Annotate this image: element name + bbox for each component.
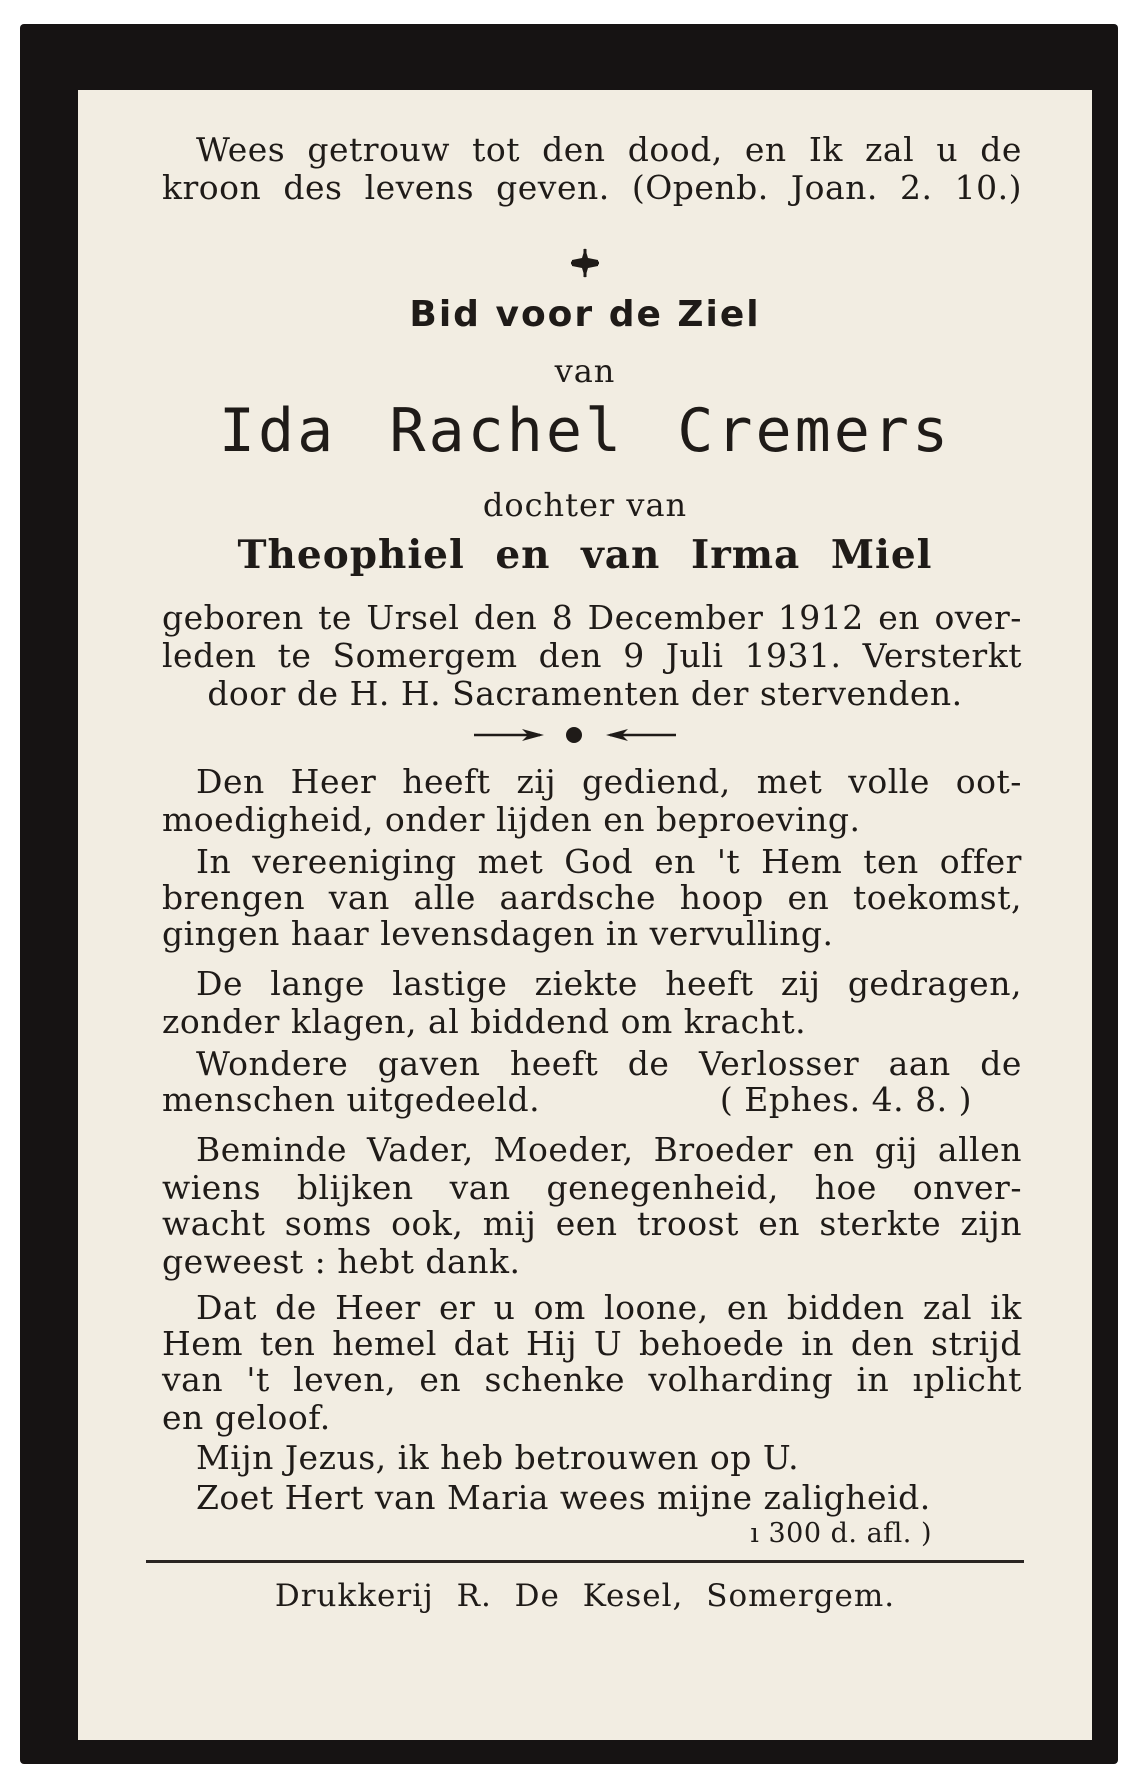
word: den <box>542 130 606 169</box>
word: Wees <box>196 130 286 169</box>
deceased-name: Ida Rachel Cremers <box>218 396 952 466</box>
word: gediend, <box>582 762 731 801</box>
word: 't <box>246 1360 270 1399</box>
word: bidden <box>786 1288 905 1327</box>
card-paper <box>78 90 1092 1740</box>
word: De <box>196 964 243 1003</box>
word: en <box>787 878 830 917</box>
word: te <box>318 598 352 637</box>
word: Vader, <box>366 1130 474 1169</box>
word: met <box>756 762 823 801</box>
word: Somergem <box>332 636 518 675</box>
word: Hij <box>526 1324 578 1363</box>
word: een <box>555 1204 618 1243</box>
p3-line-1 <box>196 964 1022 1004</box>
word: van <box>328 878 390 917</box>
word: des <box>283 168 343 207</box>
p1-line-1 <box>196 762 1022 802</box>
word: de <box>627 1044 670 1083</box>
word: heeft <box>665 964 754 1003</box>
word: Dat <box>196 1288 257 1327</box>
word: 1912 <box>777 598 864 637</box>
word: Hem <box>162 1324 244 1363</box>
word: hemel <box>332 1324 437 1363</box>
word: over- <box>934 598 1022 637</box>
word: ( Ephes. 4. 8. ) <box>719 1080 972 1119</box>
daughter-of-label: dochter van <box>482 486 688 524</box>
word: en <box>419 1360 462 1399</box>
word: vereeniging <box>252 842 457 881</box>
word: Ik <box>808 130 843 169</box>
word: leven, <box>293 1360 397 1399</box>
word: In <box>196 842 232 881</box>
word: volle <box>848 762 930 801</box>
indulgence-note: ı 300 d. afl. ) <box>750 1518 932 1549</box>
p1-line-2: moedigheid, onder lijden en beproeving. <box>162 800 861 839</box>
word: zal <box>865 130 915 169</box>
epigraph-line-1 <box>196 130 1022 170</box>
word: en <box>726 1288 769 1327</box>
word: 2. <box>900 168 933 207</box>
bio-line-2 <box>162 636 1022 676</box>
word: den <box>850 1324 915 1363</box>
p6-line-4: en geloof. <box>162 1398 331 1437</box>
word: om <box>533 1288 586 1327</box>
word: hoe <box>814 1168 877 1207</box>
word: blijken <box>296 1168 414 1207</box>
word: de <box>275 1288 317 1327</box>
word: menschen uitgedeeld. <box>162 1080 541 1119</box>
word: te <box>277 636 312 675</box>
prayer-heading: Bid voor de Ziel <box>409 294 761 335</box>
word: genegenheid, <box>546 1168 779 1207</box>
word: 't <box>716 842 741 881</box>
word: dat <box>453 1324 510 1363</box>
word: alle <box>413 878 476 917</box>
mourning-card <box>20 24 1118 1764</box>
p5-line-2 <box>162 1168 1022 1208</box>
word: Broeder <box>653 1130 793 1169</box>
word: December <box>587 598 764 637</box>
word: Verlosser <box>698 1044 860 1083</box>
word: ook, <box>391 1204 464 1243</box>
footer-rule <box>146 1560 1024 1563</box>
word: den <box>473 598 538 637</box>
p4-line-1 <box>196 1044 1022 1084</box>
word: leden <box>162 636 257 675</box>
word: behoede <box>638 1324 785 1363</box>
word: soms <box>284 1204 372 1243</box>
word: u <box>493 1288 516 1327</box>
word: 8 <box>551 598 574 637</box>
word: ıplicht <box>912 1360 1022 1399</box>
word: oot- <box>955 762 1022 801</box>
word: er <box>438 1288 476 1327</box>
word: wiens <box>162 1168 262 1207</box>
p3-line-2: zonder klagen, al biddend om kracht. <box>162 1002 807 1041</box>
word: hoop <box>679 878 764 917</box>
word: in <box>856 1360 890 1399</box>
word: gaven <box>377 1044 481 1083</box>
word: en <box>812 1130 855 1169</box>
word: tot <box>472 130 520 169</box>
word: gedragen, <box>847 964 1022 1003</box>
word: zijn <box>960 1204 1022 1243</box>
word: Versterkt <box>862 636 1022 675</box>
p6-line-3 <box>162 1360 1022 1400</box>
word: den <box>538 636 603 675</box>
p2-line-3: gingen haar levensdagen in vervulling. <box>162 914 834 953</box>
word: 10.) <box>954 168 1022 207</box>
word: getrouw <box>307 130 450 169</box>
p2-line-2 <box>162 878 1022 918</box>
word: Wondere <box>196 1044 349 1083</box>
bio-line-3: door de H. H. Sacramenten der stervenden. <box>207 674 963 713</box>
word: aardsche <box>499 878 656 917</box>
p4-line-2 <box>162 1080 972 1120</box>
word: brengen <box>162 878 306 917</box>
word: geven. <box>496 168 610 207</box>
word: aan <box>888 1044 951 1083</box>
word: zij <box>780 964 821 1003</box>
word: Hem <box>761 842 843 881</box>
p7-line-1: Mijn Jezus, ik heb betrouwen op U. <box>196 1438 800 1477</box>
word: wacht <box>162 1204 266 1243</box>
word: in <box>801 1324 835 1363</box>
epigraph-line-2 <box>162 168 1022 208</box>
word: Heer <box>290 762 377 801</box>
p5-line-1 <box>196 1130 1022 1170</box>
word: levens <box>364 168 475 207</box>
word: onver- <box>912 1168 1022 1207</box>
word: ik <box>990 1288 1022 1327</box>
word: en <box>654 842 696 881</box>
word: toekomst, <box>852 878 1022 917</box>
word: lastige <box>392 964 508 1003</box>
word: Beminde <box>196 1130 348 1169</box>
word: de <box>980 130 1022 169</box>
word: allen <box>937 1130 1022 1169</box>
word: Juli <box>665 636 724 675</box>
word: U <box>593 1324 623 1363</box>
word: zal <box>922 1288 973 1327</box>
word: sterkte <box>819 1204 942 1243</box>
word: Den <box>196 762 265 801</box>
word: volharding <box>648 1360 834 1399</box>
word: ten <box>863 842 919 881</box>
word: en <box>878 598 921 637</box>
p7-line-2: Zoet Hert van Maria wees mijne zaligheid. <box>196 1478 931 1517</box>
word: offer <box>939 842 1022 881</box>
word: met <box>477 842 544 881</box>
van-label: van <box>554 352 616 390</box>
bio-line-1 <box>162 598 1022 638</box>
p2-line-1 <box>196 842 1022 882</box>
p6-line-2 <box>162 1324 1022 1364</box>
word: en <box>758 1204 800 1243</box>
word: heeft <box>510 1044 599 1083</box>
word: Moeder, <box>493 1130 634 1169</box>
word: kroon <box>162 168 262 207</box>
p5-line-3 <box>162 1204 1022 1244</box>
word: mij <box>482 1204 537 1243</box>
word: (Openb. <box>631 168 769 207</box>
dot-arrows-ornament <box>470 720 700 750</box>
p6-line-1 <box>196 1288 1022 1328</box>
word: Heer <box>335 1288 421 1327</box>
word: Ursel <box>366 598 460 637</box>
word: ziekte <box>534 964 638 1003</box>
word: troost <box>636 1204 739 1243</box>
p5-line-4: geweest : hebt dank. <box>162 1242 521 1281</box>
word: geboren <box>162 598 304 637</box>
word: loone, <box>604 1288 709 1327</box>
word: schenke <box>484 1360 626 1399</box>
word: u <box>936 130 959 169</box>
word: gij <box>874 1130 918 1169</box>
word: ten <box>259 1324 316 1363</box>
word: God <box>564 842 634 881</box>
printer-credit: Drukkerij R. De Kesel, Somergem. <box>274 1578 896 1614</box>
word: van <box>162 1360 224 1399</box>
word: Joan. <box>790 168 878 207</box>
word: heeft <box>402 762 491 801</box>
word: lange <box>270 964 365 1003</box>
word: en <box>744 130 787 169</box>
word: 9 <box>623 636 645 675</box>
word: strijd <box>931 1324 1022 1363</box>
word: van <box>449 1168 511 1207</box>
word: zij <box>516 762 557 801</box>
word: dood, <box>627 130 723 169</box>
parents-names: Theophiel en van Irma Miel <box>237 532 933 578</box>
word: de <box>980 1044 1022 1083</box>
word: 1931. <box>744 636 842 675</box>
cross-pattee-icon <box>568 246 602 280</box>
